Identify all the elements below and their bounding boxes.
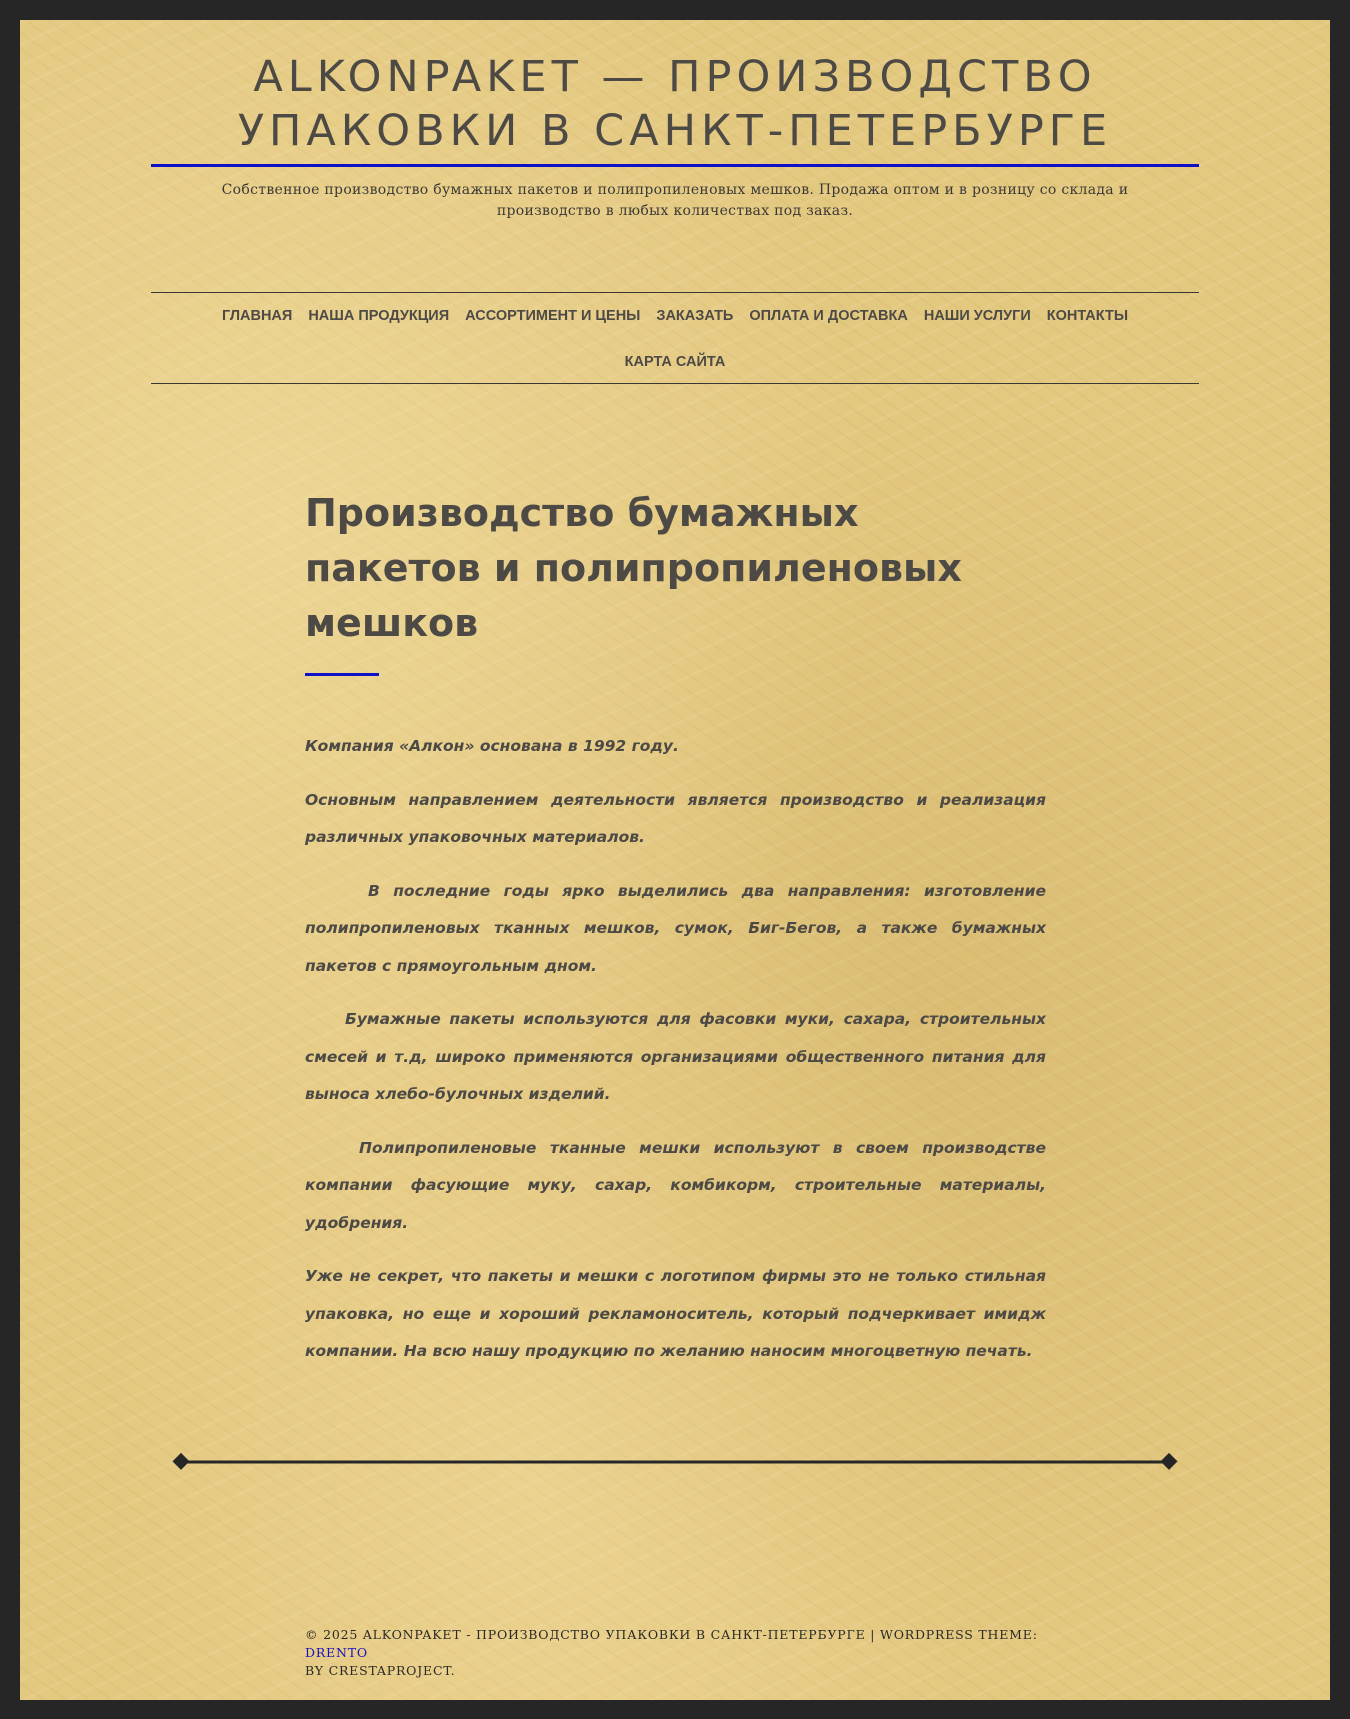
footer-theme-link[interactable]: DRENTO — [305, 1645, 368, 1660]
page-title-line-1: Производство бумажных — [305, 491, 859, 535]
paragraph-founded: Компания «Алкон» основана в 1992 году. — [305, 737, 679, 755]
nav-item-products[interactable]: НАША ПРОДУКЦИЯ — [308, 308, 450, 324]
nav-item-contacts[interactable]: КОНТАКТЫ — [1046, 308, 1129, 324]
nav-item-order[interactable]: ЗАКАЗАТЬ — [656, 308, 734, 324]
paragraph-two-directions: В последние годы ярко выделились два направления: изготовление полипропиленовых тканных мешков, сумок, Биг-Бегов, а также бумажных пакетов с прямоугольным дном. — [305, 881, 1046, 975]
paragraph-pp-sacks: Полипропиленовые тканные мешки используют в своем производстве компании фасующие муку, сахар, комбикорм, строительные материалы, удобрения. — [305, 1138, 1046, 1232]
site-header — [151, 50, 1199, 222]
nav-item-assortment[interactable]: АССОРТИМЕНТ И ЦЕНЫ — [465, 308, 641, 324]
site-title-line-2[interactable]: УПАКОВКИ В САНКТ-ПЕТЕРБУРГЕ — [237, 106, 1113, 156]
paragraph-main-direction: Основным направлением деятельности является производство и реализация различных упаковочных материалов. — [305, 790, 1046, 846]
page-title-line-2: пакетов и полипропиленовых — [305, 546, 962, 590]
paragraph-paper-bags: Бумажные пакеты используются для фасовки муки, сахара, строительных смесей и т.д, широко применяются организациями общественного питания для выноса хлебо-булочных изделий. — [305, 1010, 1046, 1103]
footer-byline: BY CRESTAPROJECT. — [305, 1663, 456, 1678]
page-title — [305, 486, 1046, 651]
site-tagline — [175, 180, 1175, 222]
page — [20, 20, 1330, 1700]
title-underline — [151, 164, 1199, 167]
page-title-line-3: мешков — [305, 601, 479, 645]
heading-underline — [305, 673, 379, 676]
article-body — [305, 728, 1046, 1371]
main-navigation — [151, 292, 1199, 384]
nav-row-1 — [151, 293, 1199, 339]
site-title[interactable] — [151, 50, 1199, 158]
nav-item-home[interactable]: ГЛАВНАЯ — [221, 308, 293, 324]
nav-item-payment-delivery[interactable]: ОПЛАТА И ДОСТАВКА — [749, 308, 908, 324]
nav-item-sitemap[interactable]: КАРТА САЙТА — [624, 354, 726, 370]
tagline-line-2: производство в любых количествах под заказ. — [496, 203, 854, 219]
section-divider — [171, 1450, 1181, 1474]
nav-item-services[interactable]: НАШИ УСЛУГИ — [923, 308, 1031, 324]
site-footer — [305, 1626, 1046, 1680]
nav-row-2 — [151, 339, 1199, 385]
footer-copyright: © 2025 ALKONPAKET - ПРОИЗВОДСТВО УПАКОВКИ В САНКТ-ПЕТЕРБУРГЕ | WORDPRESS THEME: — [305, 1627, 1038, 1642]
tagline-line-1: Собственное производство бумажных пакетов и полипропиленовых мешков. Продажа оптом и в розницу со склада и — [221, 182, 1129, 198]
main-content — [305, 486, 1046, 1387]
site-title-line-1[interactable]: ALKONPAKET — ПРОИЗВОДСТВО — [253, 52, 1097, 102]
paragraph-logo-printing: Уже не секрет, что пакеты и мешки с логотипом фирмы это не только стильная упаковка, но еще и хороший рекламоноситель, который подчеркивает имидж компании. На всю нашу продукцию по желанию наносим многоцветную печать. — [305, 1267, 1046, 1360]
